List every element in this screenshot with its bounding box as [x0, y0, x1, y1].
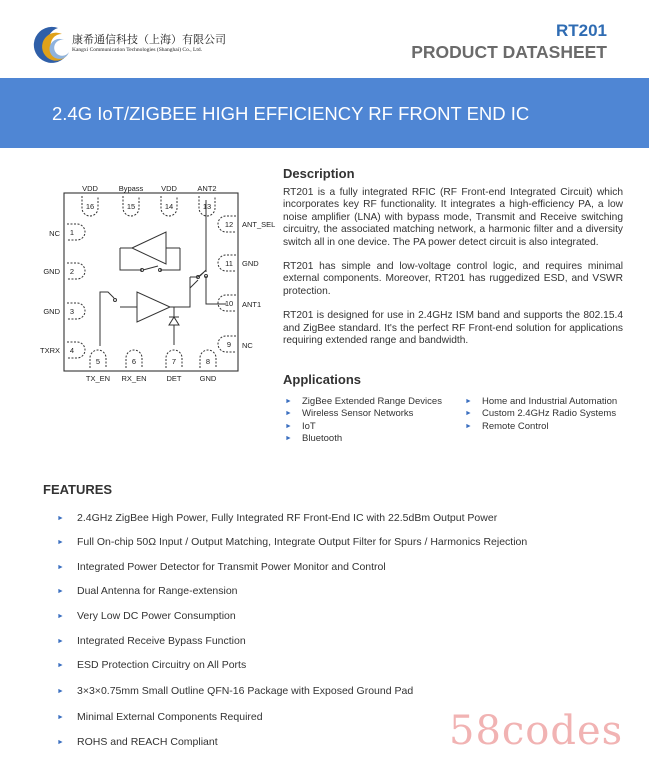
bottom-pin-number: 6	[131, 357, 137, 366]
bottom-pin-number: 5	[95, 357, 101, 366]
list-item: ► Home and Industrial Automation	[465, 395, 618, 407]
bullet-arrow-icon: ►	[57, 587, 64, 595]
feature-item: ► Very Low DC Power Consumption	[57, 610, 236, 622]
left-pin-number: 4	[69, 346, 75, 355]
description-paragraph: RT201 has simple and low-voltage control logic, and requires minimal external components. Moreover, RT201 has ruggedized ESD, and VSWR protection.	[283, 261, 623, 297]
list-item: ► ZigBee Extended Range Devices	[285, 395, 442, 407]
package-outline	[64, 193, 238, 371]
bullet-arrow-icon: ►	[57, 563, 64, 571]
top-pin-number: 16	[85, 202, 95, 211]
bottom-pin-number: 8	[205, 357, 211, 366]
feature-item: ► ESD Protection Circuitry on All Ports	[57, 659, 247, 671]
feature-item: ► ROHS and REACH Compliant	[57, 736, 218, 748]
bullet-arrow-icon: ►	[285, 410, 292, 418]
feature-item: ► Integrated Power Detector for Transmit Power Monitor and Control	[57, 561, 386, 573]
bullet-arrow-icon: ►	[57, 612, 64, 620]
top-pin-label: ANT2	[197, 184, 217, 193]
list-item: ► Custom 2.4GHz Radio Systems	[465, 408, 617, 420]
left-pin-number: 3	[69, 307, 75, 316]
top-pin-number: 14	[164, 202, 174, 211]
applications-list-right	[465, 395, 640, 433]
right-pin-label: ANT_SEL	[242, 220, 276, 229]
bullet-arrow-icon: ►	[57, 538, 64, 546]
bullet-arrow-icon: ►	[285, 422, 292, 430]
right-pin-number: 9	[226, 340, 232, 349]
bullet-arrow-icon: ►	[57, 637, 64, 645]
bottom-pin-label: TX_EN	[85, 374, 111, 383]
left-pin-number: 1	[69, 228, 75, 237]
features-heading: FEATURES	[43, 482, 113, 497]
right-pin-label: GND	[242, 259, 259, 268]
description-body	[283, 187, 623, 359]
bullet-arrow-icon: ►	[285, 435, 292, 443]
bullet-arrow-icon: ►	[465, 422, 472, 430]
bullet-arrow-icon: ►	[57, 687, 64, 695]
bullet-arrow-icon: ►	[465, 397, 472, 405]
bottom-pin-label: DET	[166, 374, 182, 383]
bottom-pin-label: GND	[199, 374, 217, 383]
applications-list-left	[285, 395, 460, 445]
feature-item: ► Full On-chip 50Ω Input / Output Matching, Integrate Output Filter for Spurs / Harmonics Rejection	[57, 536, 528, 548]
right-pin-number: 12	[224, 220, 234, 229]
company-logo-icon	[28, 22, 72, 66]
left-pin-label: TXRX	[40, 346, 60, 355]
bottom-pin-number: 7	[171, 357, 177, 366]
description-paragraph: RT201 is a fully integrated RFIC (RF Front-end Integrated Circuit) which incorporates key RF functionality. It integrates a high-efficiency PA, a low noise amplifier (LNA) with bypass mode, Transmit and Receive switching circuitry, the associated matching network, a harmonic filter and a diversity switch all in one device. The PA power detect circuit is also integrated.	[283, 187, 623, 248]
list-item: ► Bluetooth	[285, 433, 343, 445]
bottom-pin-label: RX_EN	[121, 374, 147, 383]
top-pin-number: 13	[202, 202, 212, 211]
bullet-arrow-icon: ►	[57, 514, 64, 522]
bullet-arrow-icon: ►	[285, 397, 292, 405]
right-pin-label: ANT1	[242, 300, 262, 309]
bullet-arrow-icon: ►	[465, 410, 472, 418]
left-pin-label: GND	[43, 267, 60, 276]
part-number: RT201	[555, 21, 607, 40]
company-name-cn: 康希通信科技（上海）有限公司	[72, 34, 226, 46]
banner-title: 2.4G IoT/ZIGBEE HIGH EFFICIENCY RF FRONT END IC	[52, 103, 530, 124]
watermark: 58codes	[449, 708, 624, 754]
right-pin-number: 11	[225, 259, 233, 268]
right-pin-label: NC	[242, 341, 253, 350]
list-item: ► IoT	[285, 420, 316, 432]
feature-item: ► Integrated Receive Bypass Function	[57, 635, 246, 647]
document-type: PRODUCT DATASHEET	[411, 42, 607, 62]
left-pin-number: 2	[69, 267, 75, 276]
bullet-arrow-icon: ►	[57, 738, 64, 746]
bullet-arrow-icon: ►	[57, 713, 64, 721]
feature-item: ► Minimal External Components Required	[57, 711, 263, 723]
list-item: ► Wireless Sensor Networks	[285, 408, 414, 420]
company-name-en: Kangxi Communication Technologies (Shanghai) Co., Ltd.	[72, 47, 202, 53]
applications-heading: Applications	[283, 372, 362, 387]
top-pin-label: VDD	[82, 184, 98, 193]
description-paragraph: RT201 is designed for use in 2.4GHz ISM band and supports the 802.15.4 and ZigBee standard. It's the perfect RF Front-end solution for applications requiring extended range and bandwidth.	[283, 310, 623, 347]
top-pin-label: Bypass	[118, 184, 144, 193]
feature-item: ► 2.4GHz ZigBee High Power, Fully Integrated RF Front-End IC with 22.5dBm Output Power	[57, 512, 498, 524]
bullet-arrow-icon: ►	[57, 661, 64, 669]
pinout-diagram	[40, 180, 280, 388]
list-item: ► Remote Control	[465, 420, 549, 432]
top-pin-number: 15	[126, 202, 136, 211]
feature-item: ► Dual Antenna for Range-extension	[57, 585, 238, 597]
right-pin-number: 10	[224, 299, 234, 308]
feature-item: ► 3×3×0.75mm Small Outline QFN-16 Package with Exposed Ground Pad	[57, 685, 414, 697]
top-pin-label: VDD	[161, 184, 177, 193]
left-pin-label: NC	[49, 229, 60, 238]
left-pin-label: GND	[43, 307, 60, 316]
description-heading: Description	[283, 166, 355, 181]
